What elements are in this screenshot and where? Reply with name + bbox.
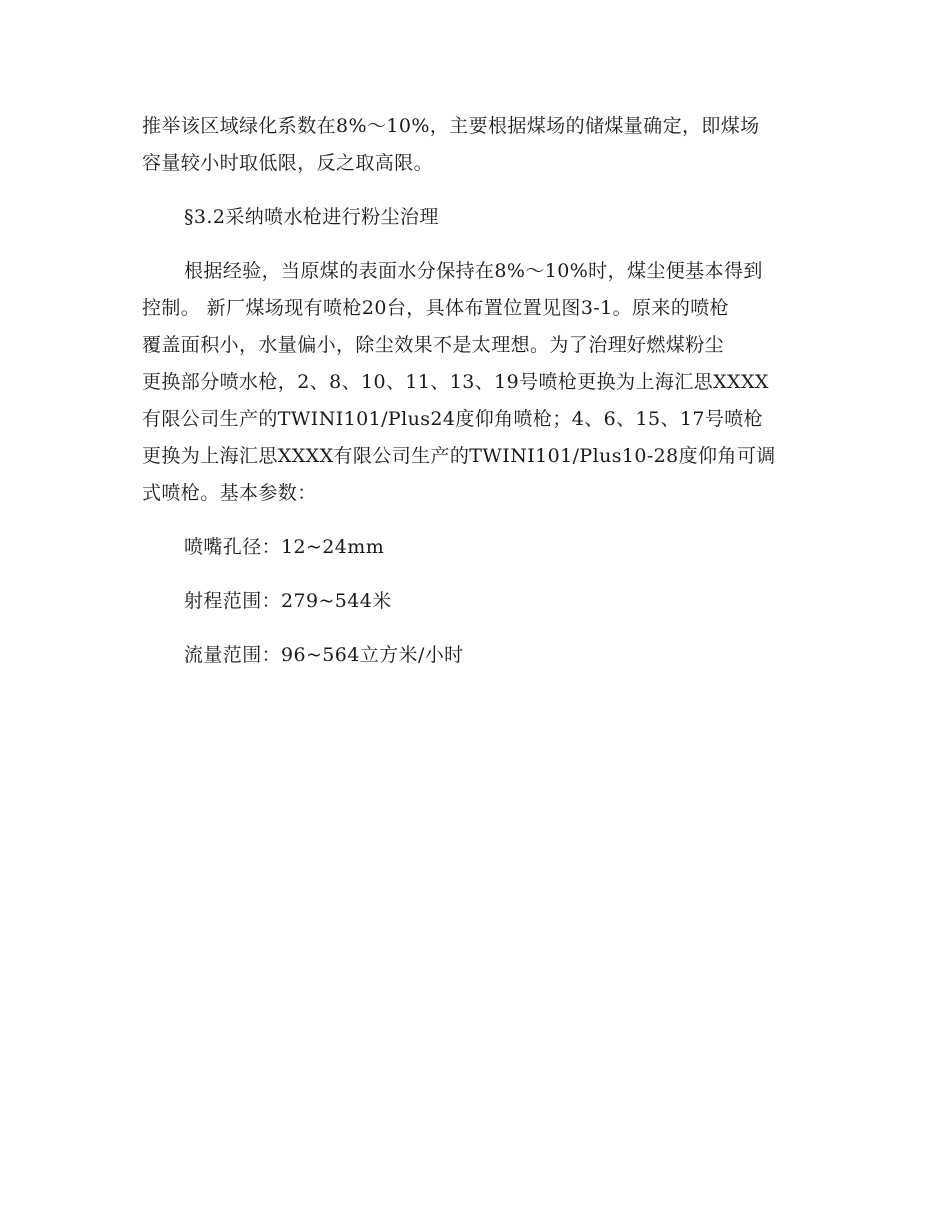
text-line: 推举该区域绿化系数在8%～10%，主要根据煤场的储煤量确定，即煤场 (142, 115, 760, 137)
param-flow-rate: 流量范围：96~564立方米/小时 (184, 644, 464, 666)
text-line: 更换为上海汇思XXXX有限公司生产的TWINI101/Plus10-28度仰角可调 (142, 445, 776, 467)
text-line: 容量较小时取低限，反之取高限。 (142, 152, 434, 174)
text-line: 控制。 新厂煤场现有喷枪20台，具体布置位置见图3-1。原来的喷枪 (142, 297, 730, 319)
paragraph-greening-coefficient (142, 108, 810, 182)
text-line: 更换部分喷水枪，2、8、10、11、13、19号喷枪更换为上海汇思XXXX (142, 371, 769, 393)
text-line: 式喷枪。基本参数： (142, 482, 317, 504)
text-line: 覆盖面积小，水量偏小，除尘效果不是太理想。为了治理好燃煤粉尘 (142, 334, 725, 356)
paragraph-water-gun-replacement (142, 253, 810, 512)
param-nozzle-diameter: 喷嘴孔径：12~24mm (184, 536, 385, 558)
document-body (142, 108, 810, 691)
param-range: 射程范围：279~544米 (184, 590, 392, 612)
text-line: 根据经验，当原煤的表面水分保持在8%～10%时，煤尘便基本得到 (184, 260, 763, 282)
section-heading: §3.2采纳喷水枪进行粉尘治理 (184, 206, 439, 228)
text-line: 有限公司生产的TWINI101/Plus24度仰角喷枪；4、6、15、17号喷枪 (142, 408, 764, 430)
